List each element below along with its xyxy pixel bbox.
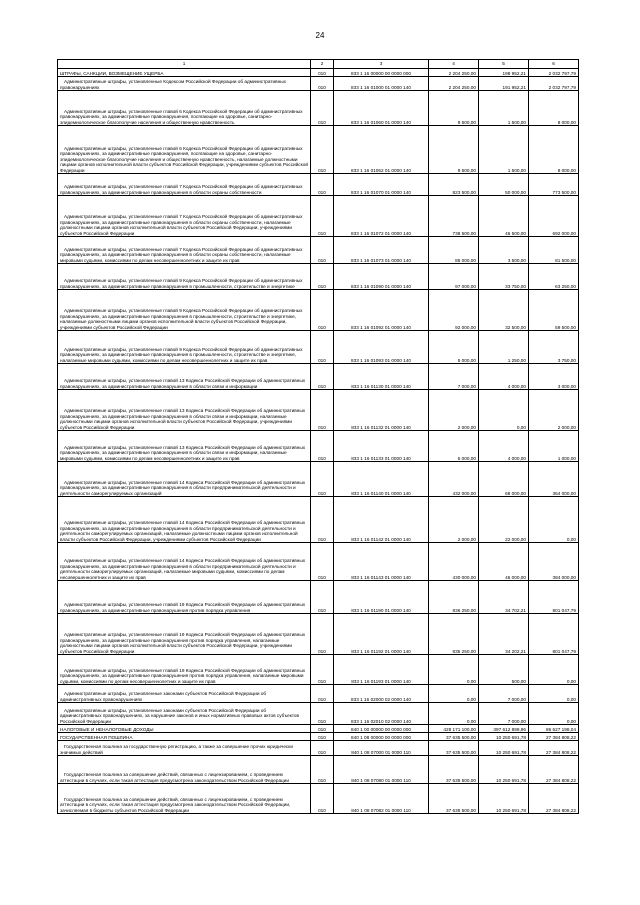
cell-line-code: 010 (311, 174, 334, 196)
cell-executed: 32 500,00 (479, 290, 529, 331)
cell-line-code: 010 (311, 581, 334, 614)
cell-approved: 97 000,00 (429, 264, 479, 290)
header-col-3: 3 (334, 60, 429, 69)
header-col-5: 5 (479, 60, 529, 69)
cell-line-code: 010 (311, 741, 334, 756)
cell-remaining: 1 000,00 (529, 431, 579, 462)
header-row (58, 60, 579, 69)
cell-line-code: 010 (311, 237, 334, 264)
cell-remaining: 2 032 797,79 (529, 69, 579, 77)
cell-executed: 7 000,00 (479, 703, 529, 725)
table-row (58, 685, 579, 703)
cell-remaining: 3 750,00 (529, 331, 579, 364)
cell-name: Административные штрафы, установленные главой 19 Кодекса Российской Федерации об административных правонарушениях, за административные правонарушения против порядка управления, налагаемые должностными лицами органов исполнительной власти субъектов Российской Федерации, учреждениями субъектов Российской Федерации (58, 614, 311, 655)
cell-executed: 1 500,00 (479, 91, 529, 126)
cell-name: Административные штрафы, установленные главой 9 Кодекса Российской Федерации об административных правонарушениях, за административные правонарушения в промышленности, строительстве и энергетике, налагаемые мировыми судьями, комиссиями по делам несовершеннолетних и защите их прав (58, 331, 311, 364)
cell-name: ШТРАФЫ, САНКЦИИ, ВОЗМЕЩЕНИЕ УЩЕРБА (58, 69, 311, 77)
table-row (58, 725, 579, 733)
cell-executed: 10 250 691,78 (479, 741, 529, 756)
table-row (58, 91, 579, 126)
cell-approved: 428 171 100,00 (429, 725, 479, 733)
cell-budget-code: 833 1 16 01072 01 0000 140 (334, 196, 429, 237)
cell-budget-code: 833 1 16 01133 01 0000 140 (334, 431, 429, 462)
cell-line-code: 010 (311, 756, 334, 784)
cell-budget-code: 833 1 16 02010 02 0000 140 (334, 703, 429, 725)
cell-line-code: 010 (311, 462, 334, 497)
cell-budget-code: 833 1 16 01073 01 0000 140 (334, 237, 429, 264)
cell-line-code: 010 (311, 390, 334, 431)
cell-line-code: 010 (311, 364, 334, 390)
cell-name: Административные штрафы, установленные законами субъектов Российской Федерации об административных правонарушениях (58, 685, 311, 703)
table-row (58, 331, 579, 364)
cell-name: Административные штрафы, установленные главой 6 Кодекса Российской Федерации об административных правонарушениях, за административные правонарушения, посягающие на здоровье, санитарно-эпидемиологическое благополучие населения и общественную нравственность, налагаемые должностными лицами органов исполнительной власти субъектов Российской Федерации, учреждениями субъектов Российской Федерации (58, 126, 311, 174)
table-row (58, 290, 579, 331)
cell-remaining: 27 384 808,22 (529, 741, 579, 756)
cell-approved: 823 500,00 (429, 174, 479, 196)
cell-budget-code: 840 1 08 07000 01 0000 110 (334, 741, 429, 756)
cell-line-code: 010 (311, 91, 334, 126)
cell-executed: 10 250 691,78 (479, 756, 529, 784)
cell-approved: 5 000,00 (429, 431, 479, 462)
cell-name: Административные штрафы, установленные главой 13 Кодекса Российской Федерации об административных правонарушениях, за административные правонарушения в области связи и информации, налагаемые мировыми судьями, комиссиями по делам несовершеннолетних и защите их прав (58, 431, 311, 462)
table-row (58, 733, 579, 741)
cell-approved: 2 000,00 (429, 390, 479, 431)
cell-executed: 198 952,21 (479, 69, 529, 77)
cell-budget-code: 840 1 08 07082 01 0000 110 (334, 784, 429, 814)
header-col-6: 6 (529, 60, 579, 69)
cell-remaining: 0,00 (529, 703, 579, 725)
table-row (58, 756, 579, 784)
cell-approved: 37 635 500,00 (429, 741, 479, 756)
cell-approved: 5 000,00 (429, 331, 479, 364)
table-row (58, 497, 579, 543)
cell-name: Административные штрафы, установленные главой 19 Кодекса Российской Федерации об административных правонарушениях, за административные правонарушения против порядка управления, налагаемые мировыми судьями, комиссиями по делам несовершеннолетних и защите их прав (58, 655, 311, 685)
table-row (58, 784, 579, 814)
cell-line-code: 010 (311, 126, 334, 174)
cell-name: Административные штрафы, установленные главой 13 Кодекса Российской Федерации об административных правонарушениях, за административные правонарушения в области связи и информации (58, 364, 311, 390)
table-row (58, 655, 579, 685)
cell-executed: 10 250 691,78 (479, 784, 529, 814)
cell-executed: 46 500,00 (479, 196, 529, 237)
cell-budget-code: 840 1 08 00000 00 0000 000 (334, 733, 429, 741)
cell-budget-code: 833 1 16 00000 00 0000 000 (334, 69, 429, 77)
cell-executed: 191 952,21 (479, 77, 529, 91)
cell-line-code: 010 (311, 784, 334, 814)
cell-approved: 0,00 (429, 655, 479, 685)
table-row (58, 462, 579, 497)
table-row (58, 174, 579, 196)
table-row (58, 126, 579, 174)
cell-budget-code: 833 1 16 01062 01 0000 140 (334, 126, 429, 174)
cell-executed: 0,00 (479, 390, 529, 431)
cell-remaining: 27 384 808,22 (529, 756, 579, 784)
cell-line-code: 010 (311, 655, 334, 685)
cell-remaining: 801 047,79 (529, 614, 579, 655)
page-number: 24 (315, 31, 325, 40)
table-row (58, 390, 579, 431)
cell-budget-code: 833 1 16 01070 01 0000 140 (334, 174, 429, 196)
cell-approved: 0,00 (429, 685, 479, 703)
cell-line-code: 010 (311, 331, 334, 364)
cell-line-code: 010 (311, 703, 334, 725)
cell-name: Государственная пошлина за совершение действий, связанных с лицензированием, с проведением аттестации в случаях, если такая аттестация предусмотрена законодательством Российской Федерации (58, 756, 311, 784)
cell-name: НАЛОГОВЫЕ И НЕНАЛОГОВЫЕ ДОХОДЫ (58, 725, 311, 733)
cell-executed: 4 000,00 (479, 364, 529, 390)
table-row (58, 543, 579, 581)
cell-remaining: 59 500,00 (529, 290, 579, 331)
cell-line-code: 010 (311, 733, 334, 741)
cell-executed: 500,00 (479, 655, 529, 685)
table-row (58, 581, 579, 614)
table-row (58, 614, 579, 655)
cell-name: Административные штрафы, установленные главой 7 Кодекса Российской Федерации об административных правонарушениях, за административные правонарушения в области охраны собственности, налагаемые должностными лицами органов исполнительной власти субъектов Российской Федерации, учреждениями субъектов Российской Федерации (58, 196, 311, 237)
cell-approved: 92 000,00 (429, 290, 479, 331)
cell-approved: 835 250,00 (429, 614, 479, 655)
cell-budget-code: 833 1 16 01190 01 0000 140 (334, 581, 429, 614)
cell-approved: 37 635 500,00 (429, 733, 479, 741)
cell-remaining: 801 047,79 (529, 581, 579, 614)
header-col-1: 1 (58, 60, 311, 69)
cell-remaining: 27 384 808,22 (529, 733, 579, 741)
cell-name: Административные штрафы, установленные главой 6 Кодекса Российской Федерации об административных правонарушениях, за административные правонарушения, посягающие на здоровье, санитарно-эпидемиологическое благополучие населения и общественную нравственность (58, 91, 311, 126)
table-row (58, 431, 579, 462)
cell-approved: 9 500,00 (429, 91, 479, 126)
cell-budget-code: 833 1 16 01143 01 0000 140 (334, 543, 429, 581)
cell-name: Административные штрафы, установленные законами субъектов Российской Федерации об административных правонарушениях, за нарушение законов и иных нормативных правовых актов субъектов Российской Федерации (58, 703, 311, 725)
cell-executed: 22 000,00 (479, 497, 529, 543)
cell-executed: 33 750,00 (479, 264, 529, 290)
cell-approved: 2 204 250,00 (429, 77, 479, 91)
cell-budget-code: 840 1 00 00000 00 0000 000 (334, 725, 429, 733)
cell-name: Административные штрафы, установленные главой 9 Кодекса Российской Федерации об административных правонарушениях, за административные правонарушения в промышленности, строительстве и энергетике (58, 264, 311, 290)
cell-line-code: 010 (311, 69, 334, 77)
cell-budget-code: 833 1 16 01130 01 0000 140 (334, 364, 429, 390)
cell-budget-code: 833 1 16 01193 01 0000 140 (334, 655, 429, 685)
cell-executed: 46 000,00 (479, 543, 529, 581)
cell-executed: 50 000,00 (479, 174, 529, 196)
cell-remaining: 2 000,00 (529, 390, 579, 431)
cell-budget-code: 833 1 16 01142 01 0000 140 (334, 497, 429, 543)
cell-budget-code: 833 1 16 01092 01 0000 140 (334, 290, 429, 331)
cell-executed: 1 500,00 (479, 126, 529, 174)
cell-line-code: 010 (311, 543, 334, 581)
cell-budget-code: 833 1 16 01090 01 0000 140 (334, 264, 429, 290)
table-row (58, 703, 579, 725)
income-table (57, 59, 579, 814)
table-row (58, 69, 579, 77)
cell-name: Административные штрафы, установленные главой 9 Кодекса Российской Федерации об административных правонарушениях, за административные правонарушения в промышленности, строительстве и энергетике, налагаемые должностными лицами органов исполнительной власти субъектов Российской Федерации, учреждениями субъектов Российской Федерации (58, 290, 311, 331)
cell-approved: 738 500,00 (429, 196, 479, 237)
cell-name: Государственная пошлина за совершение действий, связанных с лицензированием, с проведением аттестации в случаях, если такая аттестация предусмотрена законодательством Российской Федерации, зачисляемая в бюджеты субъектов Российской Федерации (58, 784, 311, 814)
cell-remaining: 63 250,00 (529, 264, 579, 290)
cell-line-code: 010 (311, 725, 334, 733)
cell-approved: 37 635 500,00 (429, 756, 479, 784)
cell-approved: 432 000,00 (429, 462, 479, 497)
cell-budget-code: 833 1 16 01140 01 0000 140 (334, 462, 429, 497)
cell-approved: 836 250,00 (429, 581, 479, 614)
table-row (58, 741, 579, 756)
table-row (58, 196, 579, 237)
cell-approved: 7 000,00 (429, 364, 479, 390)
cell-name: Административные штрафы, установленные главой 7 Кодекса Российской Федерации об административных правонарушениях, за административные правонарушения в области охраны собственности (58, 174, 311, 196)
cell-approved: 0,00 (429, 703, 479, 725)
cell-budget-code: 833 1 16 02000 02 0000 140 (334, 685, 429, 703)
cell-remaining: 8 000,00 (529, 91, 579, 126)
cell-name: Государственная пошлина за государственную регистрацию, а также за совершение прочих юридически значимых действий (58, 741, 311, 756)
table-row (58, 264, 579, 290)
cell-executed: 1 250,00 (479, 331, 529, 364)
cell-approved: 85 000,00 (429, 237, 479, 264)
cell-executed: 4 000,00 (479, 431, 529, 462)
cell-approved: 2 000,00 (429, 497, 479, 543)
cell-line-code: 010 (311, 614, 334, 655)
cell-remaining: 692 000,00 (529, 196, 579, 237)
cell-remaining: 773 500,00 (529, 174, 579, 196)
cell-remaining: 0,00 (529, 497, 579, 543)
header-col-4: 4 (429, 60, 479, 69)
cell-remaining: 81 500,00 (529, 237, 579, 264)
cell-line-code: 010 (311, 77, 334, 91)
cell-line-code: 010 (311, 264, 334, 290)
cell-executed: 34 202,21 (479, 614, 529, 655)
cell-executed: 68 000,00 (479, 462, 529, 497)
cell-executed: 3 500,00 (479, 237, 529, 264)
cell-budget-code: 833 1 16 01132 01 0000 140 (334, 390, 429, 431)
cell-remaining: 86 627 198,04 (529, 725, 579, 733)
cell-budget-code: 833 1 16 01000 01 0000 140 (334, 77, 429, 91)
table-row (58, 77, 579, 91)
cell-approved: 9 500,00 (429, 126, 479, 174)
header-col-2: 2 (311, 60, 334, 69)
cell-budget-code: 833 1 16 01060 01 0000 140 (334, 91, 429, 126)
table-row (58, 237, 579, 264)
cell-executed: 10 250 691,78 (479, 733, 529, 741)
cell-name: Административные штрафы, установленные главой 14 Кодекса Российской Федерации об административных правонарушениях, за административные правонарушения в области предпринимательской деятельности и деятельности саморегулируемых организаций, налагаемые мировыми судьями, комиссиями по делам несовершеннолетних и защите их прав (58, 543, 311, 581)
cell-budget-code: 833 1 16 01192 01 0000 140 (334, 614, 429, 655)
cell-executed: 397 612 899,96 (479, 725, 529, 733)
cell-line-code: 010 (311, 290, 334, 331)
cell-name: Административные штрафы, установленные главой 19 Кодекса Российской Федерации об административных правонарушениях, за административные правонарушения против порядка управления (58, 581, 311, 614)
cell-name: Административные штрафы, установленные главой 7 Кодекса Российской Федерации об административных правонарушениях, за административные правонарушения в области охраны собственности, налагаемые мировыми судьями, комиссиями по делам несовершеннолетних и защите их прав (58, 237, 311, 264)
cell-remaining: 2 032 797,79 (529, 77, 579, 91)
cell-remaining: 3 000,00 (529, 364, 579, 390)
cell-line-code: 010 (311, 497, 334, 543)
cell-line-code: 010 (311, 196, 334, 237)
cell-remaining: 8 000,00 (529, 126, 579, 174)
table-row (58, 364, 579, 390)
cell-budget-code: 833 1 16 01093 01 0000 140 (334, 331, 429, 364)
cell-remaining: 27 384 808,22 (529, 784, 579, 814)
cell-line-code: 010 (311, 685, 334, 703)
cell-approved: 2 204 250,00 (429, 69, 479, 77)
cell-name: ГОСУДАРСТВЕННАЯ ПОШЛИНА (58, 733, 311, 741)
cell-approved: 37 635 500,00 (429, 784, 479, 814)
cell-executed: 7 000,00 (479, 685, 529, 703)
cell-approved: 430 000,00 (429, 543, 479, 581)
cell-remaining: 384 000,00 (529, 543, 579, 581)
cell-remaining: 0,00 (529, 655, 579, 685)
cell-remaining: 364 000,00 (529, 462, 579, 497)
cell-budget-code: 840 1 08 07080 01 0000 110 (334, 756, 429, 784)
cell-line-code: 010 (311, 431, 334, 462)
cell-name: Административные штрафы, установленные главой 14 Кодекса Российской Федерации об административных правонарушениях, за административные правонарушения в области предпринимательской деятельности и деятельности саморегулируемых организаций (58, 462, 311, 497)
cell-executed: 34 702,21 (479, 581, 529, 614)
cell-remaining: 0,00 (529, 685, 579, 703)
cell-name: Административные штрафы, установленные главой 13 Кодекса Российской Федерации об административных правонарушениях, за административные правонарушения в области связи и информации, налагаемые должностными лицами органов исполнительной власти субъектов Российской Федерации, учреждениями субъектов Российской Федерации (58, 390, 311, 431)
cell-name: Административные штрафы, установленные Кодексом Российской Федерации об административных правонарушениях (58, 77, 311, 91)
cell-name: Административные штрафы, установленные главой 14 Кодекса Российской Федерации об административных правонарушениях, за административные правонарушения в области предпринимательской деятельности и деятельности саморегулируемых организаций, налагаемые должностными лицами органов исполнительной власти субъектов Российской Федерации, учреждениями субъектов Российской Федерации (58, 497, 311, 543)
